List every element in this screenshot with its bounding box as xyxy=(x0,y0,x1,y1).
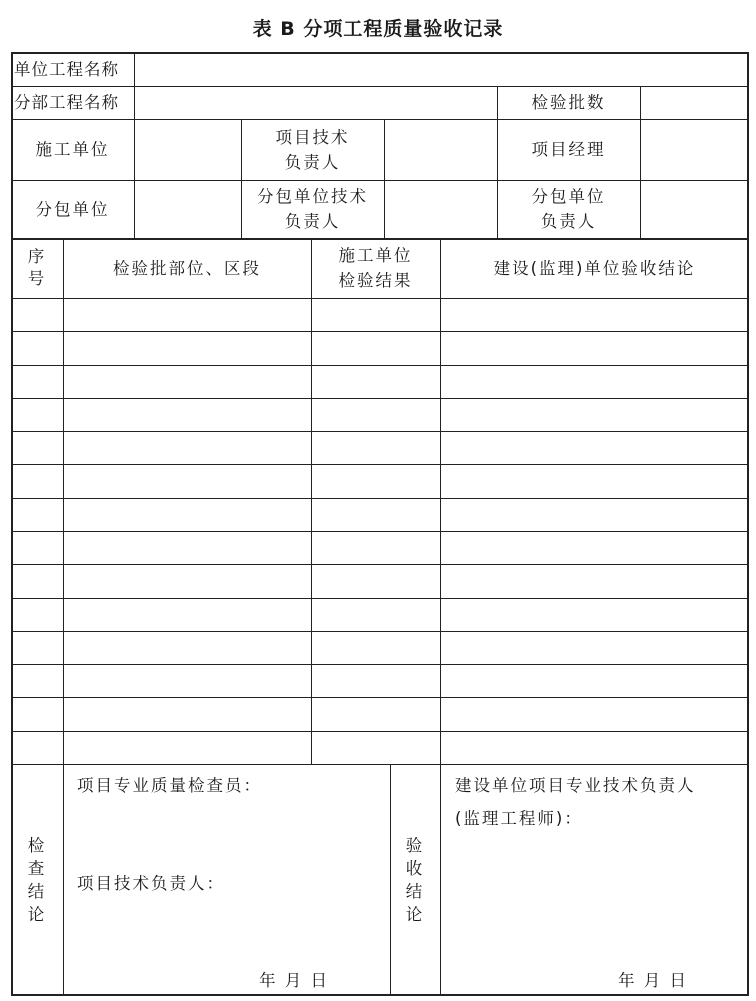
date-right: 年 月 日 xyxy=(618,971,688,990)
subcontract-lead-field[interactable] xyxy=(641,181,747,238)
table-cell[interactable] xyxy=(312,732,440,764)
table-cell[interactable] xyxy=(12,565,63,597)
table-cell[interactable] xyxy=(441,565,748,597)
table-cell[interactable] xyxy=(64,632,311,664)
table-cell[interactable] xyxy=(441,732,748,764)
table-cell[interactable] xyxy=(441,698,748,730)
sub-project-name-label: 分部工程名称 xyxy=(14,93,119,112)
table-cell[interactable] xyxy=(441,499,748,531)
table-cell[interactable] xyxy=(312,698,440,730)
table-cell[interactable] xyxy=(312,532,440,564)
table-cell[interactable] xyxy=(12,698,63,730)
inspection-batch-count-field[interactable] xyxy=(641,87,747,119)
table-cell[interactable] xyxy=(12,465,63,497)
subcontract-tech-lead-field[interactable] xyxy=(385,181,496,238)
table-cell[interactable] xyxy=(12,399,63,431)
table-cell[interactable] xyxy=(12,732,63,764)
table-cell[interactable] xyxy=(12,599,63,631)
construction-unit-label: 施工单位 xyxy=(35,140,110,159)
unit-project-name-label: 单位工程名称 xyxy=(14,59,119,79)
table-cell[interactable] xyxy=(312,399,440,431)
table-cell[interactable] xyxy=(12,632,63,664)
table-cell[interactable] xyxy=(64,399,311,431)
table-cell[interactable] xyxy=(312,599,440,631)
table-cell[interactable] xyxy=(441,366,748,398)
col-header-seq: 序 号 xyxy=(27,247,47,288)
table-cell[interactable] xyxy=(12,432,63,464)
quality-inspector-label: 项目专业质量检查员： xyxy=(77,776,262,795)
table-cell[interactable] xyxy=(312,366,440,398)
table-cell[interactable] xyxy=(12,366,63,398)
inspection-conclusion-label: 检 查 结 论 xyxy=(27,836,47,924)
table-cell[interactable] xyxy=(312,565,440,597)
tech-lead-label: 项目技术负责人： xyxy=(77,874,225,893)
acceptance-conclusion-label: 验 收 结 论 xyxy=(405,836,425,924)
subcontract-unit-label: 分包单位 xyxy=(35,199,110,219)
table-cell[interactable] xyxy=(441,665,748,697)
table-cell[interactable] xyxy=(441,432,748,464)
acceptance-conclusion-area[interactable] xyxy=(441,765,747,994)
inspection-conclusion-area[interactable] xyxy=(64,765,389,994)
table-cell[interactable] xyxy=(441,599,748,631)
table-cell[interactable] xyxy=(12,332,63,364)
project-tech-lead-field[interactable] xyxy=(385,120,496,180)
table-cell[interactable] xyxy=(441,532,748,564)
table-cell[interactable] xyxy=(441,399,748,431)
table-cell[interactable] xyxy=(64,599,311,631)
table-cell[interactable] xyxy=(312,499,440,531)
table-cell[interactable] xyxy=(441,632,748,664)
table-cell[interactable] xyxy=(64,565,311,597)
table-cell[interactable] xyxy=(312,432,440,464)
table-cell[interactable] xyxy=(64,698,311,730)
table-cell[interactable] xyxy=(312,632,440,664)
inspection-batch-count-label: 检验批数 xyxy=(531,93,606,112)
owner-tech-lead-label: 建设单位项目专业技术负责人 xyxy=(455,776,696,795)
table-cell[interactable] xyxy=(64,332,311,364)
table-cell[interactable] xyxy=(64,732,311,764)
construction-unit-field[interactable] xyxy=(135,120,240,180)
table-cell[interactable] xyxy=(312,665,440,697)
subcontract-unit-field[interactable] xyxy=(135,181,240,238)
table-cell[interactable] xyxy=(12,532,63,564)
table-cell[interactable] xyxy=(312,465,440,497)
project-manager-label: 项目经理 xyxy=(531,140,606,159)
table-cell[interactable] xyxy=(64,665,311,697)
col-header-construction-result: 施工单位 检验结果 xyxy=(338,246,413,290)
page-title: 表 B 分项工程质量验收记录 xyxy=(252,18,504,40)
table-cell[interactable] xyxy=(12,665,63,697)
table-cell[interactable] xyxy=(312,299,440,331)
sub-project-name-field[interactable] xyxy=(135,87,496,119)
project-tech-lead-label: 项目技术 负责人 xyxy=(275,127,350,172)
table-cell[interactable] xyxy=(12,499,63,531)
table-cell[interactable] xyxy=(312,332,440,364)
table-cell[interactable] xyxy=(64,532,311,564)
subcontract-tech-lead-label: 分包单位技术 负责人 xyxy=(257,187,368,231)
col-header-acceptance-conclusion: 建设(监理)单位验收结论 xyxy=(493,258,696,278)
table-cell[interactable] xyxy=(441,299,748,331)
table-cell[interactable] xyxy=(441,465,748,497)
table-cell[interactable] xyxy=(12,299,63,331)
table-cell[interactable] xyxy=(64,465,311,497)
subcontract-lead-label: 分包单位 负责人 xyxy=(531,187,606,231)
supervisor-label: (监理工程师)： xyxy=(455,809,583,828)
table-cell[interactable] xyxy=(64,432,311,464)
table-cell[interactable] xyxy=(441,332,748,364)
table-cell[interactable] xyxy=(64,499,311,531)
date-left: 年 月 日 xyxy=(259,971,329,990)
project-manager-field[interactable] xyxy=(641,120,747,180)
table-cell[interactable] xyxy=(64,299,311,331)
table-cell[interactable] xyxy=(64,366,311,398)
col-header-batch-location: 检验批部位、区段 xyxy=(113,258,261,278)
unit-project-name-field[interactable] xyxy=(135,53,747,86)
